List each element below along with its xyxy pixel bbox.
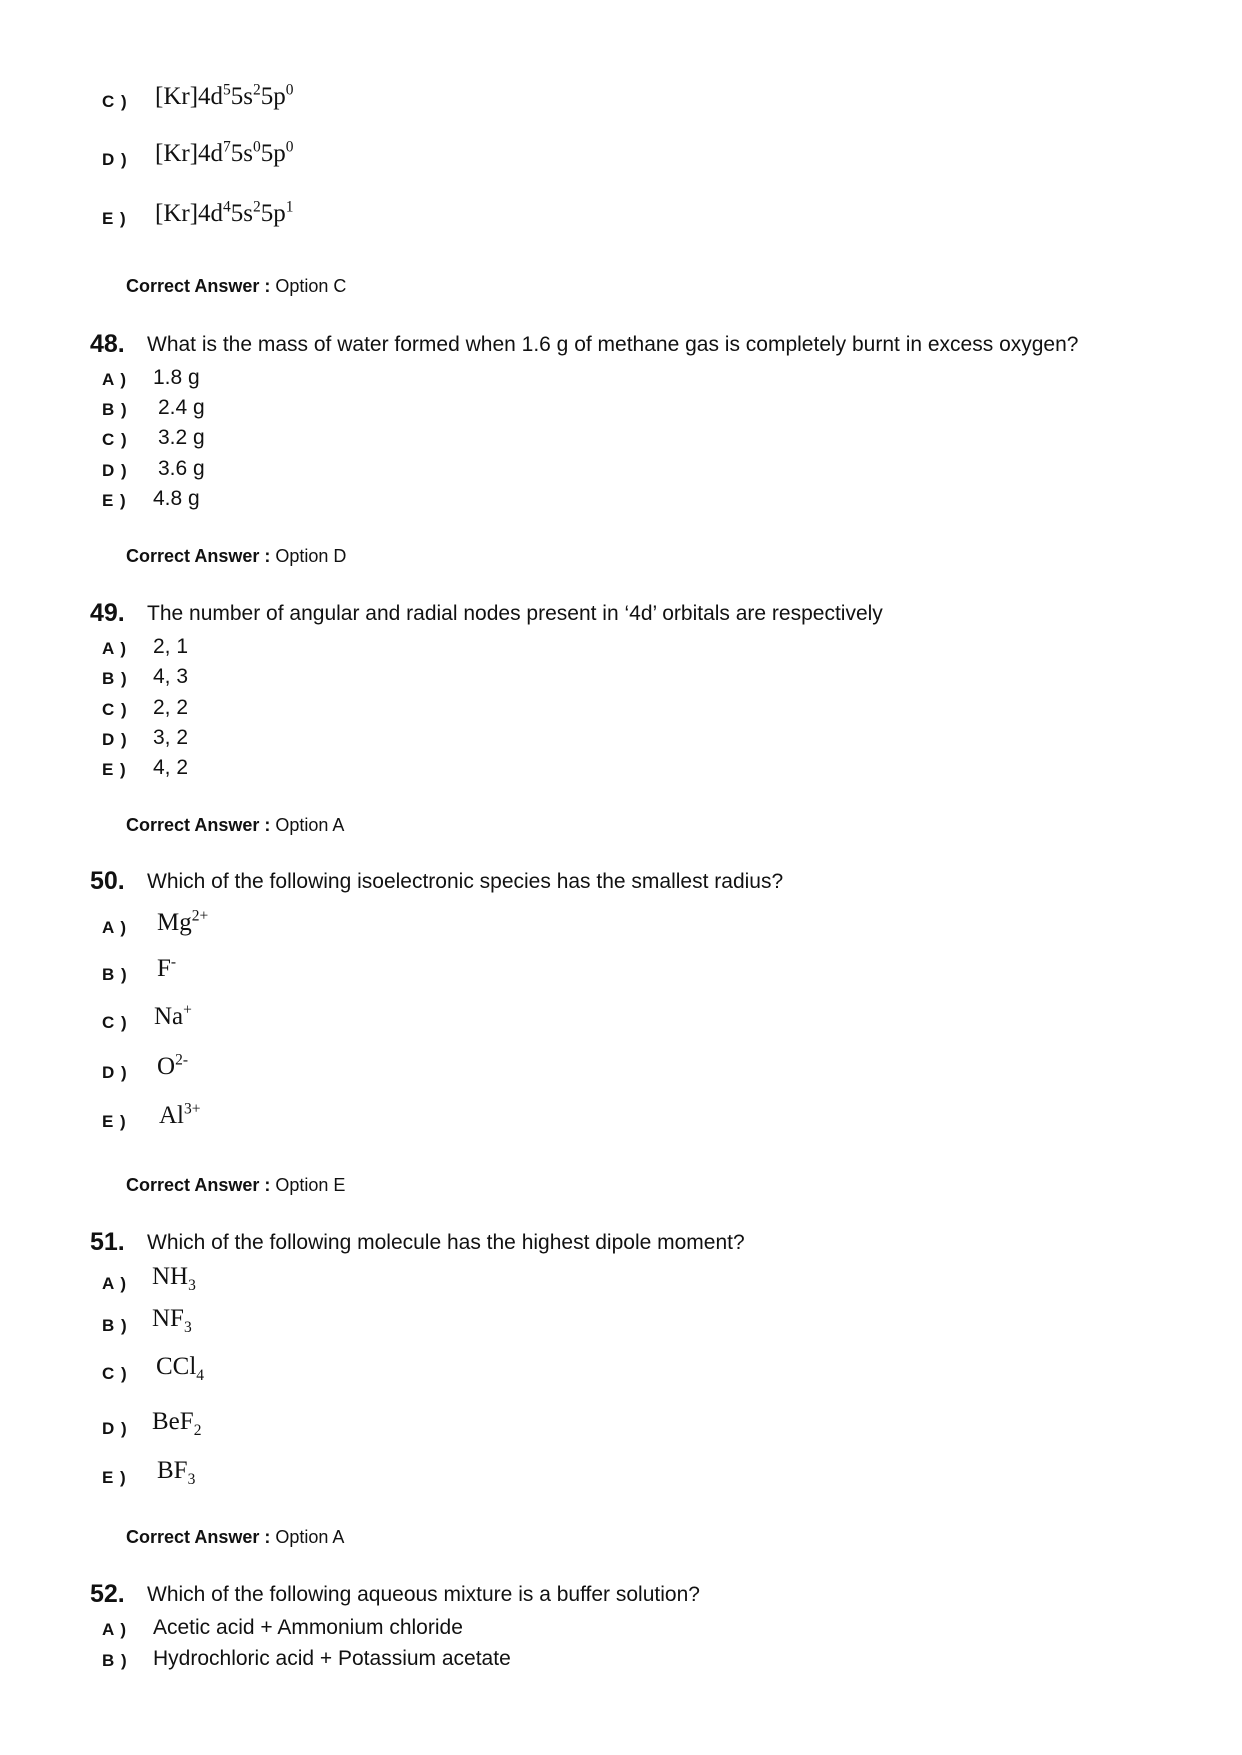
option-value: 2, 2 bbox=[153, 696, 189, 719]
option-label: D ) bbox=[102, 150, 128, 169]
option-value: BeF$_2$ bbox=[152, 1408, 202, 1439]
option-label: B ) bbox=[102, 1651, 128, 1670]
correct-answer: Correct Answer : Option A bbox=[126, 1527, 345, 1547]
option-label: B ) bbox=[102, 1316, 128, 1335]
option-value: 4, 3 bbox=[153, 665, 189, 688]
question-number: 49. bbox=[90, 599, 125, 627]
question-number: 52. bbox=[90, 1580, 125, 1608]
option-label: E ) bbox=[102, 491, 127, 510]
option-label: E ) bbox=[102, 209, 127, 228]
option-value: 3, 2 bbox=[153, 726, 189, 749]
option-label: C ) bbox=[102, 92, 128, 111]
option-value: 4, 2 bbox=[153, 756, 189, 779]
option-value: 4.8 g bbox=[153, 487, 200, 510]
option-value: Hydrochloric acid + Potassium acetate bbox=[153, 1647, 511, 1670]
option-label: A ) bbox=[102, 639, 128, 658]
correct-answer: Correct Answer : Option E bbox=[126, 1175, 346, 1195]
option-label: E ) bbox=[102, 1112, 127, 1131]
question-text: The number of angular and radial nodes present in ‘4d’ orbitals are respectively bbox=[147, 602, 883, 625]
option-value: Acetic acid + Ammonium chloride bbox=[153, 1616, 463, 1639]
option-label: D ) bbox=[102, 461, 128, 480]
option-label: A ) bbox=[102, 1274, 128, 1293]
option-value: $O^{2-}$ bbox=[157, 1051, 188, 1080]
option-value: CCl$_4$ bbox=[156, 1353, 205, 1384]
option-label: A ) bbox=[102, 370, 128, 389]
option-value: 3.6 g bbox=[158, 457, 205, 480]
option-value: $[Kr]4d^75s^05p^0$ bbox=[155, 138, 294, 167]
correct-answer: Correct Answer : Option D bbox=[126, 546, 347, 566]
option-label: B ) bbox=[102, 669, 128, 688]
option-label: C ) bbox=[102, 430, 128, 449]
option-label: D ) bbox=[102, 1063, 128, 1082]
option-value: F- bbox=[157, 953, 177, 982]
question-number: 51. bbox=[90, 1228, 125, 1256]
option-value: $[Kr]4d^55s^25p^0$ bbox=[155, 81, 294, 110]
option-value: $NH_3$ bbox=[152, 1263, 196, 1294]
option-label: D ) bbox=[102, 730, 128, 749]
option-label: B ) bbox=[102, 400, 128, 419]
option-value: $Mg^{2+}$ bbox=[157, 907, 209, 936]
question-text: Which of the following molecule has the highest dipole moment? bbox=[147, 1231, 745, 1254]
question-text: Which of the following isoelectronic species has the smallest radius? bbox=[147, 870, 784, 893]
option-label: B ) bbox=[102, 965, 128, 984]
option-value: $Al^{3+}$ bbox=[159, 1100, 201, 1129]
question-text: What is the mass of water formed when 1.6 g of methane gas is completely burnt in excess oxygen? bbox=[147, 333, 1079, 356]
option-value: 3.2 g bbox=[158, 426, 205, 449]
question-text: Which of the following aqueous mixture is a buffer solution? bbox=[147, 1583, 700, 1606]
option-value: $[Kr]4d^45s^25p^1$ bbox=[155, 198, 294, 227]
option-value: $NF_3$ bbox=[152, 1305, 192, 1336]
option-label: C ) bbox=[102, 1013, 128, 1032]
option-label: C ) bbox=[102, 700, 128, 719]
option-value: Na+ bbox=[154, 1001, 192, 1030]
option-value: 1.8 g bbox=[153, 366, 200, 389]
option-value: 2, 1 bbox=[153, 635, 189, 658]
option-value: 2.4 g bbox=[158, 396, 205, 419]
option-label: E ) bbox=[102, 760, 127, 779]
question-number: 50. bbox=[90, 867, 125, 895]
option-label: A ) bbox=[102, 918, 128, 937]
option-label: D ) bbox=[102, 1419, 128, 1438]
correct-answer: Correct Answer : Option C bbox=[126, 276, 347, 296]
option-label: C ) bbox=[102, 1364, 128, 1383]
option-label: E ) bbox=[102, 1468, 127, 1487]
option-value: $BF_3$ bbox=[157, 1457, 196, 1488]
correct-answer: Correct Answer : Option A bbox=[126, 815, 345, 835]
option-label: A ) bbox=[102, 1620, 128, 1639]
question-number: 48. bbox=[90, 330, 125, 358]
